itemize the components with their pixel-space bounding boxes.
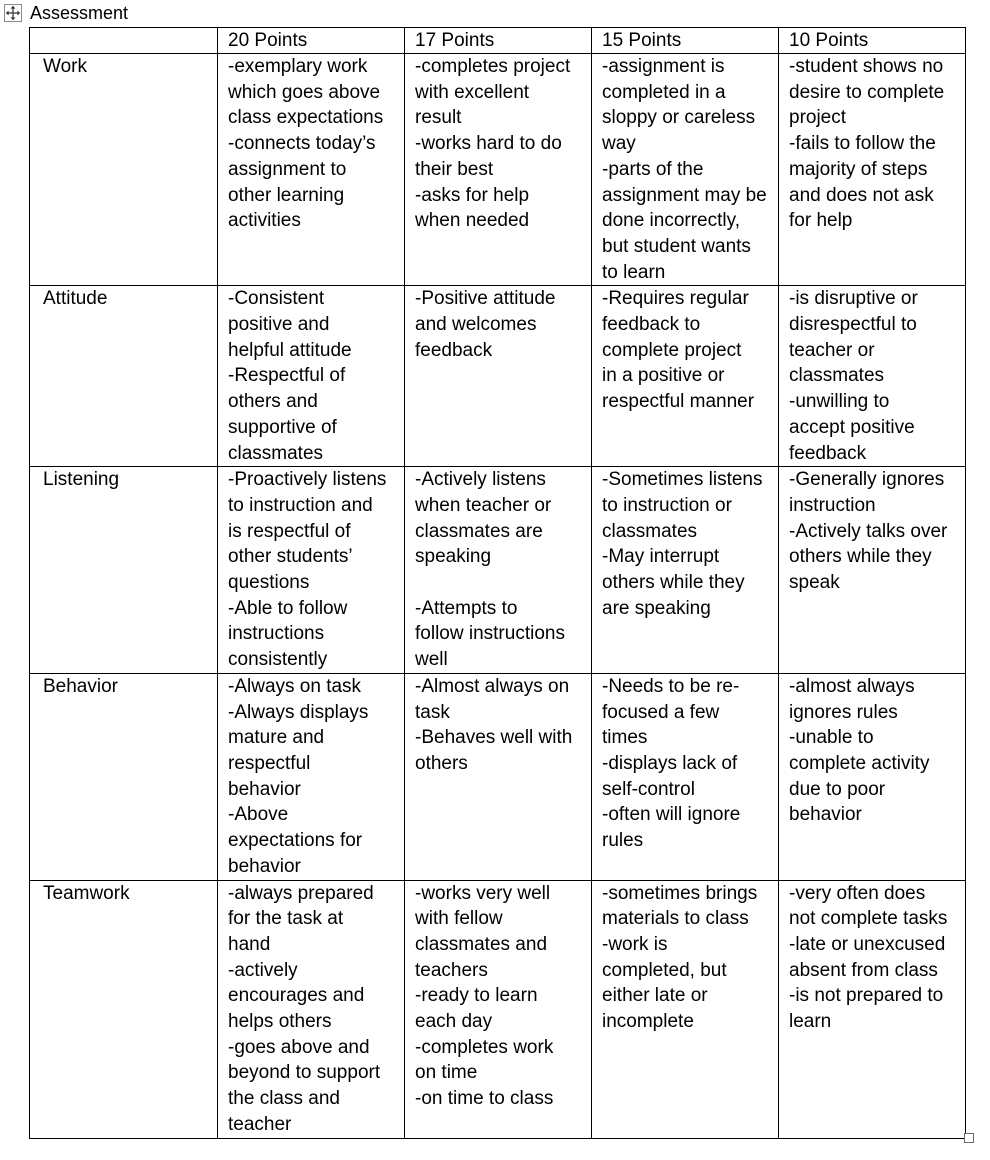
rubric-cell[interactable] [779, 673, 966, 880]
cell-text-line: -parts of the [602, 158, 704, 180]
cell-text-line: -Always displays [228, 701, 369, 723]
cell-text-line: -completes project [415, 56, 571, 77]
cell-text-line: either late or [602, 985, 708, 1007]
cell-text-line: and does not ask [789, 184, 934, 206]
cell-text-line: -Requires regular [602, 288, 749, 310]
cell-text-line: -asks for help [415, 184, 530, 206]
cell-text-line: others and [228, 391, 318, 413]
cell-text-line: accept positive [789, 416, 915, 438]
cell-text-line: assignment to [228, 158, 347, 180]
cell-text-line: to instruction and [228, 494, 373, 516]
cell-text-line: -almost always [789, 675, 915, 697]
cell-text-line: completed in a [602, 81, 726, 103]
cell-text-line: way [602, 133, 636, 155]
cell-text-line: -Behaves well with [415, 727, 573, 749]
cell-text-line: beyond to support [228, 1062, 381, 1084]
cell-text-line: activities [228, 210, 301, 232]
cell-text-line: -always prepared [228, 882, 374, 904]
header-cell-20-points[interactable]: 20 Points [218, 28, 405, 54]
cell-text-line: in a positive or [602, 365, 725, 387]
header-cell-17-points[interactable]: 17 Points [405, 28, 592, 54]
rubric-cell[interactable] [592, 880, 779, 1138]
cell-text-line: classmates [228, 442, 324, 464]
cell-text-line: with excellent [415, 81, 530, 103]
cell-text-line: -Respectful of [228, 365, 346, 387]
header-cell-15-points[interactable]: 15 Points [592, 28, 779, 54]
rubric-cell[interactable] [405, 54, 592, 286]
cell-text-line: the class and [228, 1088, 340, 1110]
cell-text-line: expectations for [228, 830, 363, 852]
row-label-listening[interactable]: Listening [30, 467, 218, 674]
move-arrows-icon [5, 5, 21, 21]
cell-text-line: assignment may be [602, 184, 767, 206]
cell-text-line: consistently [228, 649, 328, 671]
header-cell-10-points[interactable]: 10 Points [779, 28, 966, 54]
rubric-cell[interactable] [405, 673, 592, 880]
cell-text-line: feedback [415, 339, 493, 361]
cell-text-line: -exemplary work [228, 56, 368, 77]
cell-text-line: -connects today’s [228, 133, 376, 155]
cell-text-line: majority of steps [789, 158, 928, 180]
cell-text-line: complete project [602, 339, 742, 361]
cell-text-line: -Proactively listens [228, 469, 387, 491]
cell-text-line: times [602, 727, 648, 749]
cell-text-line: -Actively talks over [789, 520, 948, 542]
cell-text-line: when needed [415, 210, 530, 232]
cell-text-line: -completes work [415, 1036, 554, 1058]
cell-text-line: -unwilling to [789, 391, 890, 413]
move-table-icon[interactable] [4, 4, 22, 22]
cell-text-line: -works hard to do [415, 133, 562, 155]
cell-text-line: -Actively listens [415, 469, 546, 491]
cell-text-line: instruction [789, 494, 876, 516]
cell-text-line: -Always on task [228, 675, 362, 697]
row-label-work[interactable]: Work [30, 54, 218, 286]
table-row [30, 673, 966, 880]
cell-text-line: -May interrupt [602, 546, 720, 568]
cell-text-line: class expectations [228, 107, 384, 129]
header-cell-empty[interactable] [30, 28, 218, 54]
table-resize-handle[interactable] [964, 1133, 974, 1143]
cell-text-line: mature and [228, 727, 325, 749]
cell-text-line: hand [228, 933, 271, 955]
cell-text-line: which goes above [228, 81, 381, 103]
cell-text-line: -ready to learn [415, 985, 538, 1007]
cell-text-line: task [415, 701, 450, 723]
cell-text-line: -goes above and [228, 1036, 370, 1058]
cell-text-line: done incorrectly, [602, 210, 740, 232]
rubric-cell[interactable] [592, 286, 779, 467]
cell-text-line: helps others [228, 1011, 332, 1033]
rubric-cell[interactable] [218, 467, 405, 674]
cell-text-line: incomplete [602, 1011, 694, 1033]
cell-text-line: -work is [602, 933, 668, 955]
rubric-cell[interactable] [405, 467, 592, 674]
rubric-cell[interactable] [405, 286, 592, 467]
cell-text-line: sloppy or careless [602, 107, 756, 129]
cell-text-line: other learning [228, 184, 345, 206]
cell-text-line: speak [789, 572, 840, 594]
cell-text-line: desire to complete [789, 81, 945, 103]
cell-text-line: when teacher or [415, 494, 552, 516]
cell-text-line: behavior [228, 855, 301, 877]
table-row [30, 467, 966, 674]
cell-text-line: supportive of [228, 416, 337, 438]
cell-text-line: follow instructions [415, 623, 565, 645]
cell-text-line: -on time to class [415, 1088, 554, 1110]
rubric-cell[interactable] [779, 54, 966, 286]
cell-text-line: self-control [602, 778, 695, 800]
cell-text-line: others while they [789, 546, 932, 568]
cell-text-line: speaking [415, 546, 492, 568]
cell-text-line: focused a few [602, 701, 720, 723]
assessment-rubric-table [29, 27, 966, 1139]
rubric-cell[interactable] [218, 54, 405, 286]
cell-text-line: their best [415, 158, 494, 180]
cell-text-line: classmates and [415, 933, 548, 955]
cell-text-line: rules [602, 830, 644, 852]
rubric-cell[interactable] [779, 880, 966, 1138]
cell-text-line: -displays lack of [602, 752, 738, 774]
header-row [30, 28, 966, 54]
cell-text-line [415, 570, 583, 596]
cell-text-line: -fails to follow the [789, 133, 936, 155]
cell-text-line: -works very well [415, 882, 551, 904]
cell-text-line: -Generally ignores [789, 469, 945, 491]
cell-text-line: teachers [415, 959, 488, 981]
cell-text-line: -Consistent [228, 288, 325, 310]
table-row [30, 286, 966, 467]
cell-text-line: completed, but [602, 959, 727, 981]
cell-text-line: feedback [789, 442, 867, 464]
cell-text-line: are speaking [602, 597, 711, 619]
cell-text-line: -student shows no [789, 56, 944, 77]
cell-text-line: for help [789, 210, 853, 232]
cell-text-line: to instruction or [602, 494, 732, 516]
cell-text-line: learn [789, 1011, 832, 1033]
cell-text-line: absent from class [789, 959, 938, 981]
cell-text-line: -sometimes brings [602, 882, 758, 904]
cell-text-line: not complete tasks [789, 908, 948, 930]
cell-text-line: is respectful of [228, 520, 351, 542]
cell-text-line: classmates are [415, 520, 543, 542]
cell-text-line: classmates [602, 520, 698, 542]
cell-text-line: result [415, 107, 462, 129]
cell-text-line: -Positive attitude [415, 288, 556, 310]
rubric-cell[interactable] [592, 673, 779, 880]
cell-text-line: ignores rules [789, 701, 898, 723]
row-label-attitude[interactable]: Attitude [30, 286, 218, 467]
row-label-teamwork[interactable]: Teamwork [30, 880, 218, 1138]
cell-text-line: -assignment is [602, 56, 725, 77]
rubric-cell[interactable] [592, 467, 779, 674]
cell-text-line: complete activity [789, 752, 930, 774]
cell-text-line: respectful manner [602, 391, 755, 413]
cell-text-line: -unable to [789, 727, 874, 749]
cell-text-line: but student wants [602, 235, 751, 257]
cell-text-line: instructions [228, 623, 325, 645]
cell-text-line: helpful attitude [228, 339, 352, 361]
cell-text-line: behavior [789, 804, 862, 826]
cell-text-line: materials to class [602, 908, 749, 930]
cell-text-line: -often will ignore [602, 804, 741, 826]
cell-text-line: questions [228, 572, 310, 594]
cell-text-line: others while they [602, 572, 745, 594]
cell-text-line: respectful [228, 752, 311, 774]
cell-text-line: feedback to [602, 314, 701, 336]
cell-text-line: positive and [228, 314, 330, 336]
row-label-behavior[interactable]: Behavior [30, 673, 218, 880]
cell-text-line: disrespectful to [789, 314, 917, 336]
rubric-cell[interactable] [218, 286, 405, 467]
cell-text-line: project [789, 107, 847, 129]
cell-text-line: teacher or [789, 339, 875, 361]
cell-text-line: behavior [228, 778, 301, 800]
cell-text-line: -Almost always on [415, 675, 570, 697]
cell-text-line: and welcomes [415, 314, 537, 336]
cell-text-line: to learn [602, 261, 666, 283]
rubric-cell[interactable] [218, 673, 405, 880]
document-title: Assessment [30, 3, 129, 23]
cell-text-line: encourages and [228, 985, 365, 1007]
table-row [30, 54, 966, 286]
cell-text-line: -is not prepared to [789, 985, 944, 1007]
rubric-cell[interactable] [405, 880, 592, 1138]
rubric-cell[interactable] [779, 286, 966, 467]
cell-text-line: -Sometimes listens [602, 469, 763, 491]
cell-text-line: due to poor [789, 778, 886, 800]
cell-text-line: -Above [228, 804, 289, 826]
cell-text-line: for the task at [228, 908, 344, 930]
cell-text-line: teacher [228, 1113, 292, 1135]
cell-text-line: -very often does [789, 882, 926, 904]
cell-text-line: others [415, 752, 468, 774]
cell-text-line: each day [415, 1011, 493, 1033]
cell-text-line: -Needs to be re- [602, 675, 740, 697]
cell-text-line: classmates [789, 365, 885, 387]
rubric-cell[interactable] [592, 54, 779, 286]
cell-text-line: with fellow [415, 908, 503, 930]
cell-text-line: on time [415, 1062, 478, 1084]
cell-text-line: -Attempts to [415, 597, 518, 619]
cell-text-line: -is disruptive or [789, 288, 918, 310]
table-row [30, 880, 966, 1138]
cell-text-line: -late or unexcused [789, 933, 946, 955]
cell-text-line: well [415, 649, 448, 671]
rubric-cell[interactable] [218, 880, 405, 1138]
rubric-cell[interactable] [779, 467, 966, 674]
cell-text-line: -actively [228, 959, 298, 981]
cell-text-line: -Able to follow [228, 597, 348, 619]
cell-text-line: other students’ [228, 546, 353, 568]
